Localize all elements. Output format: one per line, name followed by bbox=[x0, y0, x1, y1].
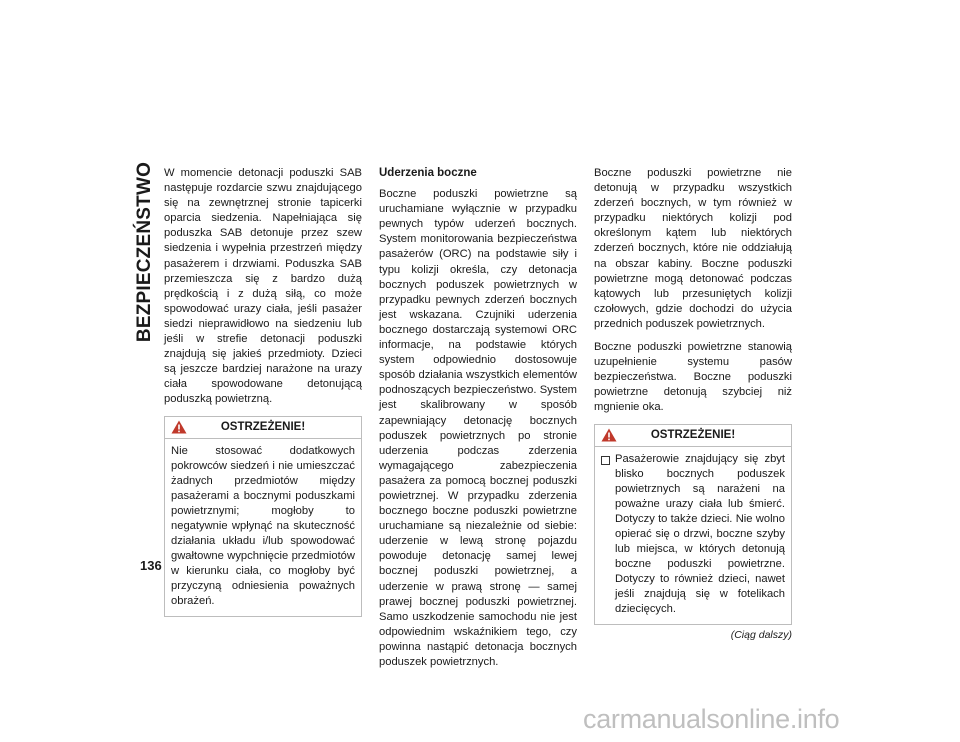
checkbox-bullet-icon bbox=[601, 456, 610, 465]
warning-bullet-item bbox=[601, 452, 785, 618]
column-1 bbox=[164, 166, 362, 617]
section-title bbox=[132, 161, 158, 343]
warning-body bbox=[165, 439, 361, 616]
paragraph-no-deploy: Boczne poduszki powietrzne nie detonują w przypadku wszystkich zderzeń bocznych, w tym również w przypadku niektórych kolizji pod określonym kątem lub niektórych zderzeń bocznych, które nie oddziałują na obszar kabiny. Boczne poduszki powietrzne mogą detonować podczas kątowych lub przesuniętych kolizji czołowych, gdzie dochodzi do użycia przednich poduszek powietrznych. bbox=[594, 167, 792, 330]
warning-box-seat-covers bbox=[164, 416, 362, 617]
paragraph-side-impacts: Boczne poduszki powietrzne są uruchamiane wyłącznie w przypadku pewnych typów uderzeń bocznych. System monitorowania bezpieczeństwa pasażerów (ORC) na podstawie siły i typu kolizji określa, czy detonacja bocznych poduszek powietrznych w przypadku pewnych zderzeń bocznych jest wskazana. Czujniki uderzenia bocznego dostarczają systemowi ORC informacje, na podstawie których system odpowiednio dostosowuje sposób działania wszystkich elementów podnoszących bezpieczeństwo. System jest skalibrowany w sposób zapewniający detonację bocznych poduszek powietrznych po stronie uderzenia podczas zderzenia wymagającego zabezpieczenia pasażera za pomocą bocznej poduszki powietrznej. W przypadku zderzenia bocznego boczne poduszki powietrzne uruchamiane są niezależnie od siebie: uderzenie w lewą stronę pojazdu powoduje detonację samej lewej bocznej poduszki powietrznej, a uderzenie w prawą stronę — samej prawej bocznej poduszki powietrznej. Samo uszkodzenie samochodu nie jest odpowiednim wskaźnikiem tego, czy powinna nastąpić detonacja bocznych poduszek powietrznych. bbox=[379, 188, 577, 668]
paragraph-supplement: Boczne poduszki powietrzne stanowią uzupełnienie systemu pasów bezpieczeństwa. Boczne poduszki powietrzne detonują szybciej niż mgnienie oka. bbox=[594, 341, 792, 414]
warning-title: OSTRZEŻENIE! bbox=[650, 428, 736, 441]
watermark: carmanualsonline.info bbox=[583, 704, 840, 734]
warning-body bbox=[595, 447, 791, 624]
warning-triangle-icon bbox=[601, 428, 617, 442]
page-number: 136 bbox=[140, 558, 162, 573]
warning-box-proximity bbox=[594, 424, 792, 625]
paragraph-sab-detonation: W momencie detonacji poduszki SAB następuje rozdarcie szwu znajdującego się na zewnętrznej stronie tapicerki oparcia siedzenia. Napełniająca się poduszka SAB detonuje przez szew siedzenia i wypełnia przestrzeń między pasażerem i drzwiami. Poduszka SAB przemieszcza się z bardzo dużą prędkością i z dużą siłą, co może spowodować urazy ciała, jeśli pasażer siedzi nieprawidłowo na siedzeniu lub jeśli w strefie detonacji poduszki znajdują się jakieś przedmioty. Dzieci są jeszcze bardziej narażone na urazy ciała spowodowane detonującą poduszką powietrzną. bbox=[164, 167, 362, 406]
continued-note: (Ciąg dalszy) bbox=[730, 628, 792, 641]
warning-title: OSTRZEŻENIE! bbox=[220, 420, 306, 433]
warning-header bbox=[595, 425, 791, 447]
section-title-text: BEZPIECZEŃSTWO bbox=[134, 161, 155, 343]
warning-triangle-icon bbox=[171, 420, 187, 434]
warning-text: Nie stosować dodatkowych pokrowców siedzeń i nie umieszczać żadnych przedmiotów między pasażerami a bocznymi poduszkami powietrznymi; mogłoby to negatywnie wpłynąć na skuteczność działania układu i/lub spowodować gwałtowne wypchnięcie przedmiotów w kierunku ciała, co mogłoby być przyczyną odniesienia poważnych obrażeń. bbox=[171, 444, 355, 608]
heading-side-impacts: Uderzenia boczne bbox=[379, 167, 477, 179]
column-2 bbox=[379, 166, 577, 678]
column-3 bbox=[594, 166, 792, 643]
warning-header bbox=[165, 417, 361, 439]
warning-bullet-text: Pasażerowie znajdujący się zbyt blisko bocznych poduszek powietrznych są narażeni na poważne urazy ciała lub śmierć. Dotyczy to także dzieci. Nie wolno opierać się o drzwi, boczne szyby lub miejsca, w których detonują boczne poduszki powietrzne. Dotyczy to również dzieci, nawet jeśli znajdują się w fotelikach dziecięcych. bbox=[615, 452, 785, 616]
